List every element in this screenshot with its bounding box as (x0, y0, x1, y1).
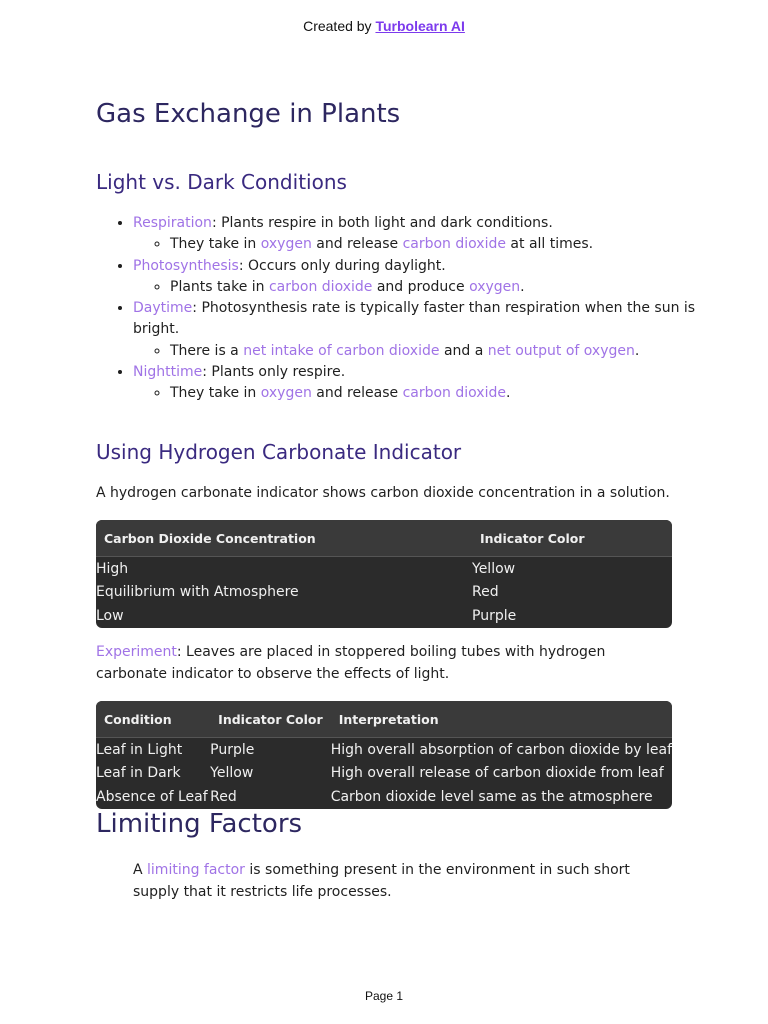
table-row: High Yellow (96, 560, 516, 577)
experiment-results-table (96, 701, 672, 809)
list-item: ◦ There is a net intake of carbon dioxide and a net output of oxygen. (170, 341, 713, 362)
column-header: Condition (96, 701, 210, 738)
column-header: Indicator Color (210, 701, 331, 738)
table-row: Leaf in Light Purple High overall absorption of carbon dioxide by leaf (96, 741, 672, 758)
section-heading-indicator: Using Hydrogen Carbonate Indicator (96, 440, 462, 464)
list-item: • Respiration: Plants respire in both light and dark conditions. ◦ They take in oxygen and release carbon dioxide at all times. (133, 213, 713, 256)
page-title: Gas Exchange in Plants (96, 99, 401, 129)
column-header: Interpretation (331, 701, 672, 738)
table-row: Equilibrium with Atmosphere Red (96, 584, 499, 601)
page-header (0, 18, 768, 34)
indicator-intro: A hydrogen carbonate indicator shows carbon dioxide concentration in a solution. (96, 485, 670, 501)
list-item: ◦ They take in oxygen and release carbon dioxide. (170, 383, 713, 404)
list-item: • Daytime: Photosynthesis rate is typically faster than respiration when the sun is bright. ◦ There is a net intake of carbon dioxide and a net output of oxygen. (133, 298, 713, 362)
column-header: Carbon Dioxide Concentration (96, 520, 472, 557)
list-item: ◦ Plants take in carbon dioxide and produce oxygen. (170, 277, 713, 298)
term-experiment: Experiment (96, 644, 177, 660)
co2-indicator-table (96, 520, 672, 628)
column-header: Indicator Color (472, 520, 672, 557)
section-heading-limiting-factors: Limiting Factors (96, 809, 303, 839)
list-item: • Nighttime: Plants only respire. ◦ They take in oxygen and release carbon dioxide. (133, 362, 713, 405)
table-header-row (96, 520, 672, 557)
turbolearn-link[interactable]: Turbolearn AI (375, 18, 465, 34)
created-by-label: Created by (303, 18, 376, 34)
limiting-factor-definition: A limiting factor is something present in the environment in such short supply that it restricts life processes. (133, 862, 630, 900)
table-row: Leaf in Dark Yellow High overall release of carbon dioxide from leaf (96, 765, 664, 782)
term-respiration: Respiration (133, 215, 212, 231)
term-nighttime: Nighttime (133, 364, 203, 381)
term-limiting-factor: limiting factor (147, 862, 245, 878)
list-item: • Photosynthesis: Occurs only during daylight. ◦ Plants take in carbon dioxide and produce oxygen. (133, 256, 713, 299)
table-row: Low Purple (96, 607, 517, 624)
light-dark-list (96, 213, 713, 405)
term-daytime: Daytime (133, 300, 193, 317)
experiment-paragraph: Experiment: Leaves are placed in stoppered boiling tubes with hydrogen carbonate indicator to observe the effects of light. (96, 644, 606, 682)
section-heading-light-dark: Light vs. Dark Conditions (96, 170, 347, 194)
table-header-row (96, 701, 672, 738)
list-item: ◦ They take in oxygen and release carbon dioxide at all times. (170, 234, 713, 255)
term-photosynthesis: Photosynthesis (133, 257, 239, 274)
page-number: Page 1 (364, 989, 404, 1003)
table-row: Absence of Leaf Red Carbon dioxide level same as the atmosphere (96, 788, 653, 805)
